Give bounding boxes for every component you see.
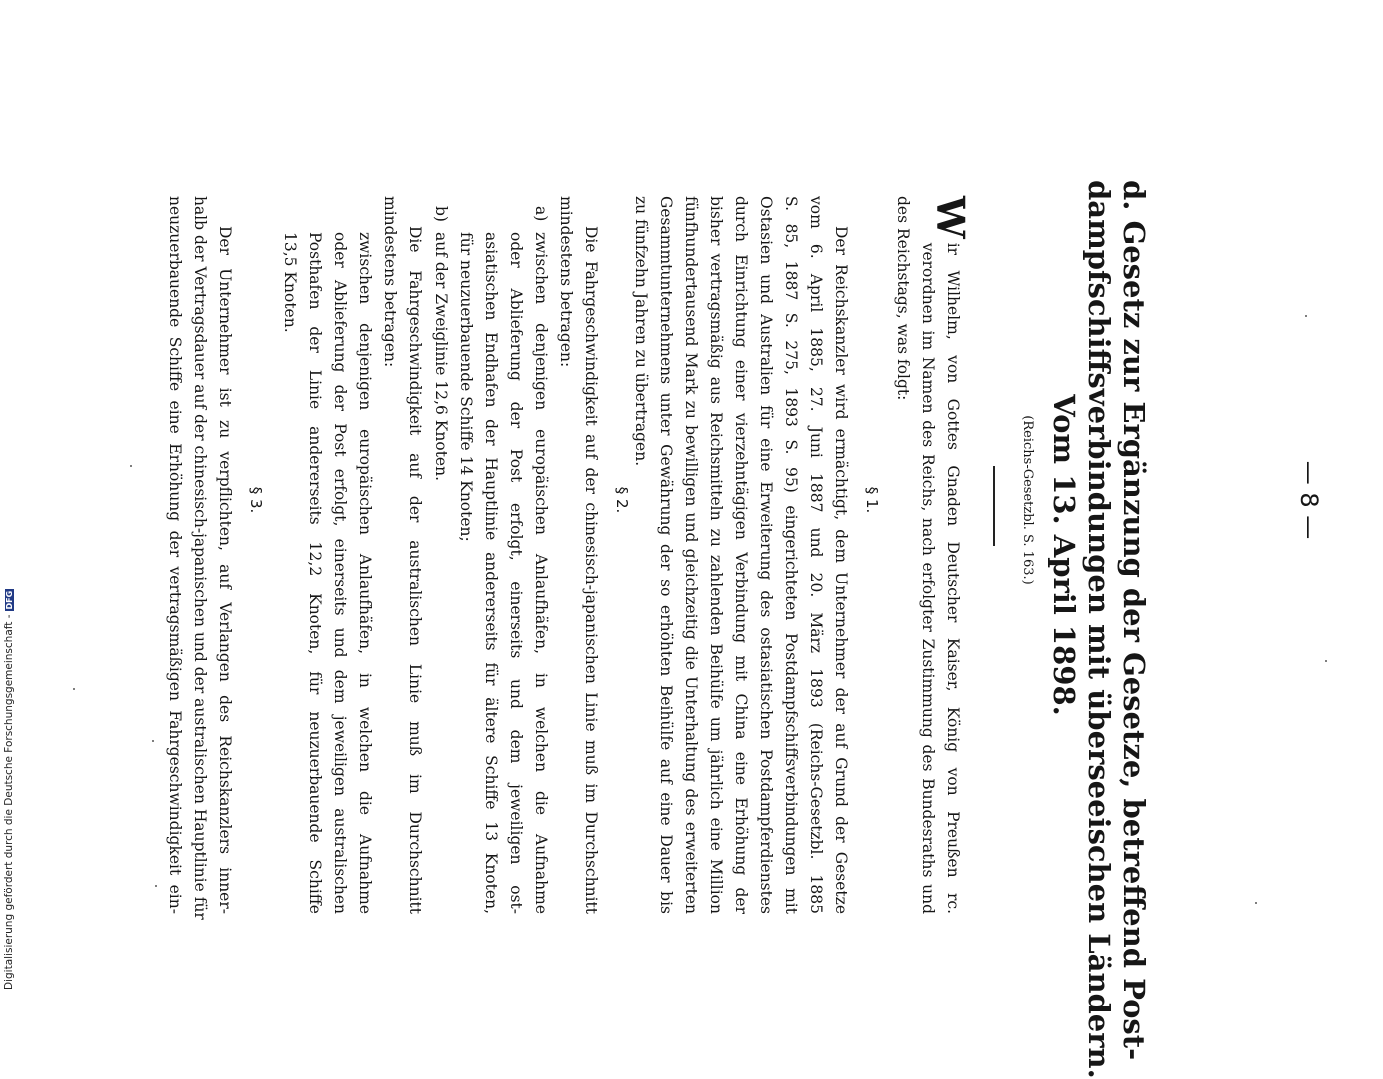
scan-speck bbox=[152, 740, 154, 742]
s3-line: Der Unternehmer ist zu verpflichten, auf Verlangen des Reichskanzlers inner- bbox=[216, 226, 234, 914]
section-2-heading: § 2. bbox=[613, 486, 631, 514]
item-a-line: zwischen denjenigen europäischen Anlaufhäfen, in welchen die Aufnahme bbox=[532, 232, 550, 914]
section-2-item-a bbox=[453, 206, 553, 914]
drop-cap: W bbox=[928, 196, 973, 239]
page-number: — 8 — bbox=[1295, 460, 1323, 540]
s3-line: halb der Vertragsdauer auf der chinesisch-japanischen und der australischen Hauptlinie für bbox=[191, 196, 209, 920]
item-b-letter: b) bbox=[432, 206, 450, 222]
aus-item-line: Posthafen der Linie andererseits 12,2 Knoten, für neuzuerbauende Schiffe bbox=[306, 232, 324, 914]
s3-line: neuzuerbauende Schiffe eine Erhöhung der vertragsmäßigen Fahrgeschwindigkeit ein- bbox=[166, 196, 184, 914]
citation: (Reichs-Gesetzbl. S. 163.) bbox=[1020, 415, 1035, 585]
aus-item-line: oder Ablieferung der Post erfolgt, einerseits und dem jeweiligen australischen bbox=[331, 232, 349, 914]
title-line-2: dampfschiffsverbindungen mit überseeischen Ländern. bbox=[1082, 180, 1116, 1079]
dfg-logo: DFG bbox=[5, 590, 14, 610]
s1-line: S. 85, 1887 S. 275, 1893 S. 95) eingerichteten Postdampfschiffsverbindungen mit bbox=[782, 196, 800, 914]
intro-line-2: verordnen im Namen des Reichs, nach erfolgter Zustimmung des Bundesraths und bbox=[919, 242, 937, 914]
scan-speck bbox=[1325, 660, 1327, 662]
section-2-intro bbox=[553, 196, 603, 914]
aus-item-line: 13,5 Knoten. bbox=[281, 232, 299, 333]
title-line-3: Vom 13. April 1898. bbox=[1047, 394, 1081, 716]
credit-text: Digitalisierung gefördert durch die Deutsche Forschungsgemeinschaft - bbox=[3, 614, 15, 990]
document-title bbox=[1046, 180, 1151, 1079]
digitization-credit-sidebar bbox=[0, 0, 18, 1000]
s1-line: fünfhundertausend Mark zu bewilligen und gleichzeitig die Unterhaltung des erweiterten bbox=[682, 196, 700, 914]
scan-speck bbox=[155, 885, 157, 887]
scan-speck bbox=[73, 688, 75, 690]
item-a-line: oder Ablieferung der Post erfolgt, einerseits und dem jeweiligen ost- bbox=[507, 232, 525, 914]
scan-speck bbox=[130, 465, 132, 467]
s1-line: zu fünfzehn Jahren zu übertragen. bbox=[632, 196, 650, 467]
scan-speck bbox=[1255, 902, 1257, 904]
s1-line: Gesammtunternehmens unter Gewährung der so erhöhten Beihülfe auf eine Dauer bis bbox=[657, 196, 675, 914]
intro-line-1: ir Wilhelm, von Gottes Gnaden Deutscher Kaiser, König von Preußen rc. bbox=[944, 242, 962, 914]
s2-intro-line: Die Fahrgeschwindigkeit auf der chinesisch-japanischen Linie muß im Durchschnitt bbox=[582, 226, 600, 914]
digitization-credit bbox=[3, 0, 15, 990]
section-3-text bbox=[162, 196, 237, 920]
divider bbox=[993, 466, 995, 546]
section-3-heading: § 3. bbox=[247, 486, 265, 514]
intro-paragraph bbox=[890, 196, 973, 914]
section-2-item-b bbox=[428, 206, 453, 914]
scan-speck bbox=[1305, 315, 1307, 317]
s2-intro-line: mindestens betragen: bbox=[557, 196, 575, 368]
s1-line: bisher vertragsmäßig aus Reichsmitteln zu zahlenden Beihülfe um jährlich eine Million bbox=[707, 196, 725, 914]
s1-line: Der Reichskanzler wird ermächtigt, dem Unternehmer der auf Grund der Gesetze bbox=[832, 226, 850, 914]
item-a-line: asiatischen Endhafen der Hauptlinie andererseits für ältere Schiffe 13 Knoten, bbox=[482, 232, 500, 914]
aus-line: Die Fahrgeschwindigkeit auf der australischen Linie muß im Durchschnitt bbox=[406, 226, 424, 914]
item-a-line: für neuzuerbauende Schiffe 14 Knoten; bbox=[457, 232, 475, 542]
aus-line: mindestens betragen: bbox=[381, 196, 399, 368]
item-a-letter: a) bbox=[532, 206, 550, 222]
aus-item-line: zwischen denjenigen europäischen Anlaufhäfen, in welchen die Aufnahme bbox=[356, 232, 374, 914]
s1-line: vom 6. April 1885, 27. Juni 1887 und 20. März 1893 (Reichs-Gesetzbl. 1885 bbox=[807, 196, 825, 914]
section-1-text bbox=[628, 196, 853, 914]
section-2-australian bbox=[377, 196, 427, 914]
intro-line-3: des Reichstags, was folgt: bbox=[894, 196, 912, 401]
section-2-australian-item bbox=[277, 232, 377, 914]
title-line-1: d. Gesetz zur Ergänzung der Gesetze, betreffend Post- bbox=[1117, 180, 1151, 1061]
section-1-heading: § 1. bbox=[863, 486, 881, 514]
item-b-line: auf der Zweiglinie 12,6 Knoten. bbox=[432, 232, 450, 482]
s1-line: durch Einrichtung einer vierzehntägigen Verbindung mit China eine Erhöhung der bbox=[732, 196, 750, 914]
s1-line: Ostasien und Australien für eine Erweiterung des ostasiatischen Postdampferdienstes bbox=[757, 196, 775, 914]
